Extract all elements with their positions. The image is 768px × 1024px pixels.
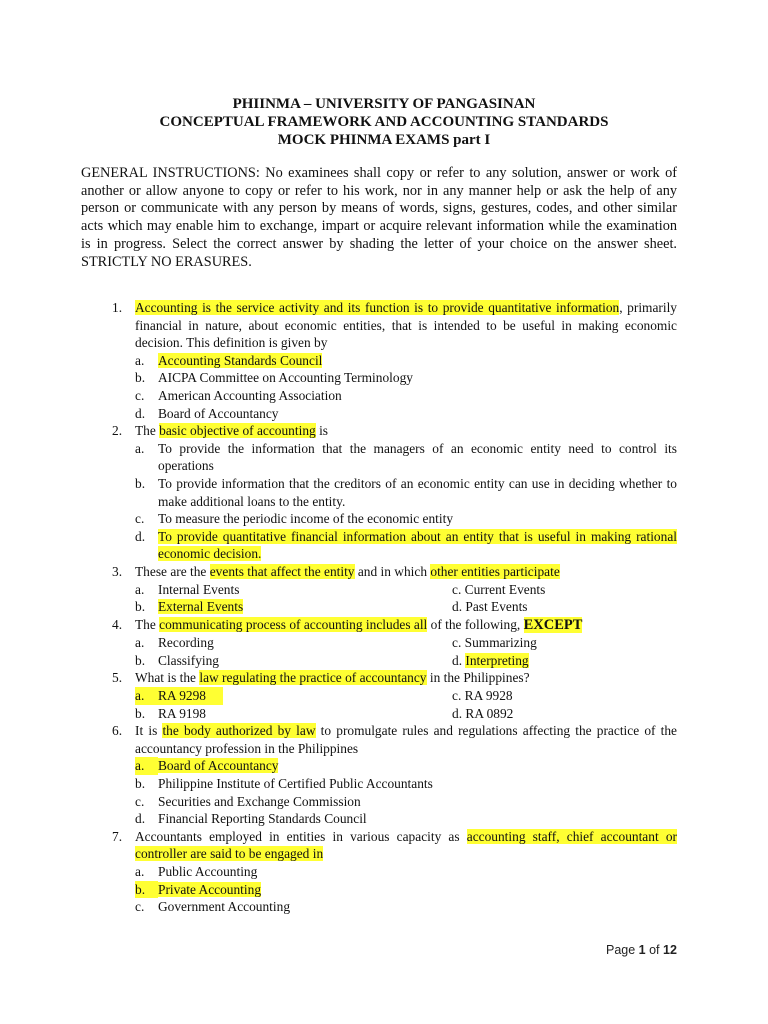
correct-answer-highlight: Private Accounting — [158, 881, 262, 897]
option-b: b. To provide information that the creditors of an economic entity can use in deciding whether to make additional loans to the entity. — [135, 475, 677, 509]
option-row: b. Classifying d. Interpreting — [135, 652, 529, 668]
question-5 — [0, 669, 768, 722]
question-2 — [0, 422, 768, 563]
highlighted-text: accounting staff, chief accountant or controller are said to be engaged in — [135, 828, 677, 862]
correct-answer-highlight: Accounting Standards Council — [158, 352, 323, 368]
option-d: d. To provide quantitative financial information about an entity that is useful in making rational economic decision. — [135, 528, 677, 562]
question-4 — [0, 616, 768, 670]
current-page: 1 — [638, 943, 646, 957]
question-5-stem: 5. What is the law regulating the practice of accountancy in the Philippines? — [112, 670, 530, 686]
question-1 — [0, 299, 768, 422]
correct-answer-highlight: Board of Accountancy — [158, 758, 279, 774]
option-b: b. Philippine Institute of Certified Public Accountants — [135, 776, 433, 792]
except-keyword: EXCEPT — [523, 616, 583, 633]
question-6 — [0, 722, 768, 828]
option-a: a. Public Accounting — [135, 864, 258, 879]
question-2-stem: 2. The basic objective of accounting is — [112, 423, 328, 439]
option-a: Recording — [158, 635, 214, 651]
highlighted-text: Accounting is the service activity and its function is to provide quantitative information — [135, 300, 620, 315]
correct-answer-highlight: Interpreting — [465, 652, 529, 668]
highlighted-text: basic objective of accounting — [159, 423, 316, 439]
option-b: Classifying — [158, 652, 220, 668]
correct-answer-highlight: To provide quantitative financial information about an entity that is useful in making rational economic decision. — [158, 528, 677, 562]
option-d: d. Past Events — [452, 599, 528, 615]
option-c: c. Current Events — [452, 581, 546, 597]
option-c: c. RA 9928 — [452, 688, 513, 704]
header-exam-title: MOCK PHINMA EXAMS part I — [277, 132, 491, 148]
header-subject: CONCEPTUAL FRAMEWORK AND ACCOUNTING STANDARDS — [159, 114, 609, 130]
option-b: b. AICPA Committee on Accounting Terminology — [135, 370, 413, 386]
highlighted-text: other entities participate — [430, 563, 560, 579]
option-a: a. To provide the information that the managers of an economic entity need to control its operations — [135, 440, 677, 474]
question-3-stem: 3. These are the events that affect the entity and in which other entities participate — [112, 563, 560, 579]
question-7 — [0, 828, 768, 916]
option-b: RA 9198 — [158, 705, 206, 721]
option-d: d. Financial Reporting Standards Council — [135, 811, 367, 827]
question-1-stem: 1. Accounting is the service activity and its function is to provide quantitative information, primarily financial in nature, about economic entities, that is intended to be useful in making economic decision. This definition is given by — [112, 300, 678, 351]
total-pages: 12 — [663, 943, 677, 957]
highlighted-text: law regulating the practice of accountancy — [199, 670, 427, 686]
option-c: c. Government Accounting — [135, 899, 291, 915]
question-number: 6. — [112, 723, 123, 739]
question-number: 3. — [112, 563, 123, 579]
option-c: c. Summarizing — [452, 635, 537, 651]
question-number: 7. — [112, 828, 123, 844]
header-school: PHIINMA – UNIVERSITY OF PANGASINAN — [232, 96, 536, 112]
question-6-stem: 6. It is the body authorized by law to promulgate rules and regulations affecting the practice of the accountancy profession in the Philippines — [112, 723, 677, 756]
option-d: d. RA 0892 — [452, 705, 514, 721]
option-b: b. Private Accounting — [135, 881, 262, 897]
option-a: a. Board of Accountancy — [135, 758, 279, 774]
option-row: b. RA 9198 d. RA 0892 — [135, 705, 514, 721]
question-list — [0, 299, 768, 916]
question-number: 1. — [112, 300, 123, 315]
question-3 — [0, 563, 768, 616]
option-row: b. External Events d. Past Events — [135, 599, 528, 615]
option-c: c. American Accounting Association — [135, 387, 342, 403]
highlighted-text: communicating process of accounting includes all — [159, 616, 428, 632]
option-row: a. Recording c. Summarizing — [135, 635, 537, 651]
option-c: c. To measure the periodic income of the economic entity — [135, 511, 454, 527]
correct-answer-highlight: RA 9298 — [158, 688, 206, 704]
question-number: 5. — [112, 670, 123, 686]
question-4-stem: 4. The communicating process of accounting includes all of the following, EXCEPT — [112, 616, 583, 633]
question-number: 4. — [112, 616, 123, 632]
highlighted-text: the body authorized by law — [162, 723, 316, 739]
page-number: Page 1 of 12 — [606, 943, 677, 957]
question-7-stem: 7. Accountants employed in entities in various capacity as accounting staff, chief accountant or controller are said to be engaged in — [112, 828, 677, 862]
option-row: a. RA 9298 c. RA 9928 — [135, 688, 513, 704]
highlighted-text: events that affect the entity — [209, 563, 355, 579]
option-d: d. Board of Accountancy — [135, 405, 279, 421]
correct-answer-highlight: External Events — [158, 599, 244, 615]
option-row: a. Internal Events c. Current Events — [135, 581, 546, 597]
option-c: c. Securities and Exchange Commission — [135, 793, 361, 809]
question-number: 2. — [112, 423, 123, 439]
option-a: Internal Events — [158, 581, 240, 597]
general-instructions: GENERAL INSTRUCTIONS: No examinees shall copy or refer to any solution, answer or work of another or allow anyone to copy or refer to his work, nor in any manner help or ask the help of any person or communicate with any person by means of words, signs, gestures, codes, and other similar acts which may enable him to exchange, impart or acquire relevant information while the examination is in progress. Select the correct answer by shading the letter of your choice on the answer sheet. STRICTLY NO ERASURES. — [81, 165, 677, 270]
option-a: a. Accounting Standards Council — [135, 352, 323, 368]
